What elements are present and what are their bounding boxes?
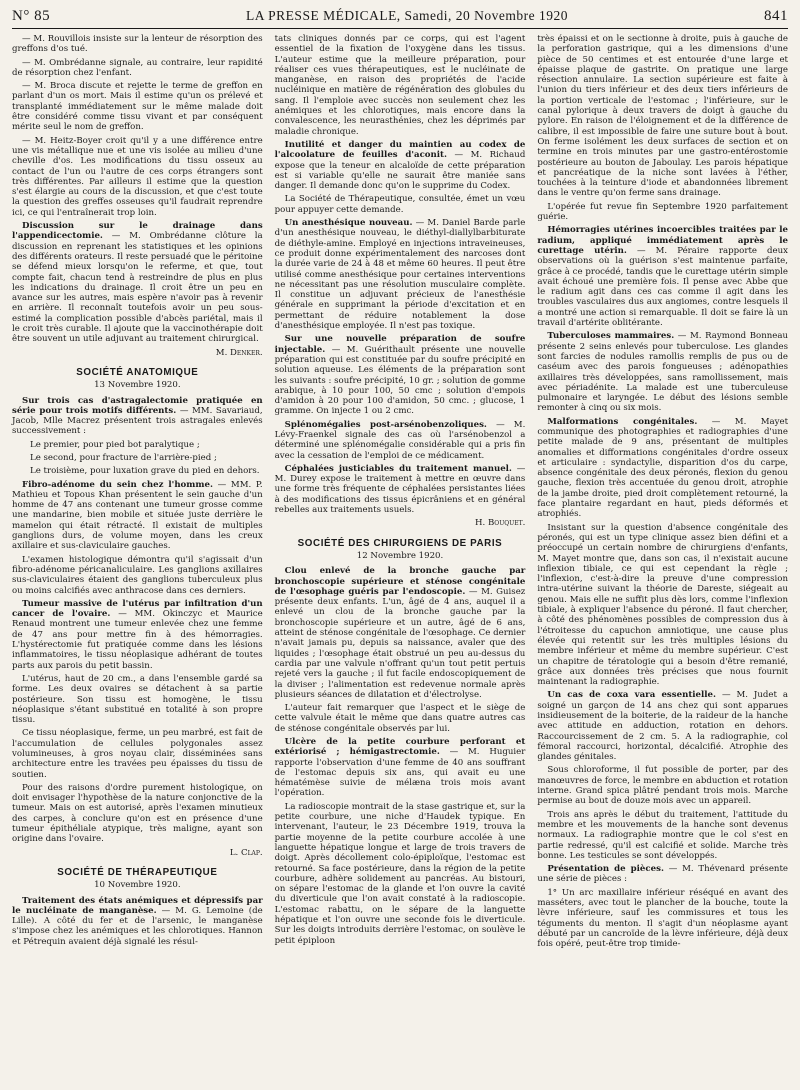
column-middle: [275, 34, 526, 953]
section-title: SOCIÉTÉ DE THÉRAPEUTIQUE: [57, 866, 218, 878]
column-left: [12, 34, 263, 953]
paragraph: — M. Thévenard présente une série de pièces :: [537, 864, 789, 885]
article-heading: Un anesthésique nouveau.: [284, 218, 413, 229]
paragraph: Ce tissu néoplasique, ferme, un peu marbré, est fait de l'accumulation de cellules polygonales assez volumineuses, à gros noyau clair, disséminées sans architecture entre les travées peu épaisses du tissu de soutien.: [12, 728, 263, 780]
section-date: 13 Novembre 1920.: [94, 380, 181, 391]
issue-number: N° 85: [12, 8, 51, 24]
paragraph: 1° Un arc maxillaire inférieur réséqué en avant des masséters, avec tout le plancher de la bouche, toute la lèvre inférieure, sauf les commissures et tous les téguments du menton. Il s'agit d'un néoplasme ayant débuté par un cancroïde de la lèvre inférieure, déjà deux fois opéré, peut-être trop timide-: [537, 887, 789, 950]
paragraph: — M. Guisez présente deux enfants. L'un, âgé de 4 ans, auquel il a enlevé un clou de la bronche gauche par la bronchoscopie supérieure et un autre, âgé de 6 ans, atteint de sténose congénitale de l'œsophage. Ce dernier n'avait jamais pu, depuis sa naissance, avaler que des liquides ; l'œsophage était obstrué un peu au-dessus du cardia par une valvule n'offrant qu'un tout petit pertuis rejeté vers la gauche ; il fut facile endoscopiquement de la diviser ; l'alimentation est redevenue normale après plusieurs séances de dilatation et d'électrolyse.: [274, 586, 526, 700]
article-heading: Tumeur massive de l'utérus par infiltration d'un cancer de l'ovaire.: [12, 598, 263, 620]
signature: L. Clap.: [229, 847, 263, 858]
paragraph: Trois ans après le début du traitement, l'attitude du membre et les mouvements de la hanche sont devenus normaux. La radiographie montre que le col s'est en partie redressé, qu'il est calcifié et solide. Marche très bonne. Les testicules se sont développés.: [537, 809, 789, 861]
signature: H. Bouquet.: [475, 518, 526, 529]
paragraph: — MM. Savariaud, Jacob, Mlle Macrez présentent trois astragales enlevés successivement :: [12, 405, 263, 437]
article-heading: Inutilité et danger du maintien au codex de l'alcoolature de feuilles d'aconit.: [274, 139, 526, 161]
article-heading: Sur une nouvelle préparation de soufre injectable.: [274, 334, 526, 355]
article-heading: Céphalées justiciables du traitement manuel.: [284, 463, 512, 474]
article-heading: Présentation de pièces.: [547, 864, 664, 875]
article-heading: Tuberculoses mammaires.: [547, 331, 675, 342]
paragraph: — M. Huguier rapporte l'observation d'une femme de 40 ans souffrant de l'estomac depuis six ans, qui avait eu une hématémèse suivie de mélæna trois mois avant l'opération.: [274, 747, 526, 799]
paragraph: Sous chloroforme, il fut possible de porter, par des manœuvres de force, le membre en abduction et rotation interne. Grand spica plâtré pendant trois mois. Marche permise au bout de douze mois avec un appareil.: [537, 765, 789, 807]
article-heading: Hémorragies utérines incoercibles traitées par le radium, appliqué immédiatement après le curettage utérin.: [537, 225, 789, 256]
paragraph: L'auteur fait remarquer que l'aspect et le siège de cette valvule était le même que dans quatre autres cas de sténose congénitale observés par lui.: [274, 703, 526, 734]
paragraph: — M. Daniel Barde parle d'un anesthésique nouveau, le diéthyl-diallylbarbiturate de diéthyle-amine. Employé en injections intraveineuses, ce produit donne expérimentalement des narcoses dont la durée varie de 24 à 48 et même 60 heures. Il peut être utilisé comme anesthésique pour certaines interventions ne nécessitant pas une résolution musculaire complète. Il constitue un adjuvant précieux de l'anesthésie générale en supprimant la période d'excitation et en permettant de réduire notablement la dose d'anesthésique employée. Il n'est pas toxique.: [274, 218, 526, 332]
article-heading: Sur trois cas d'astragalectomie pratiquée en série pour trois motifs différents.: [12, 395, 263, 416]
journal-page: [12, 8, 788, 1074]
section-date: 12 Novembre 1920.: [356, 550, 444, 561]
paragraph: La radioscopie montrait de la stase gastrique et, sur la petite courbure, une niche d'Haudek typique. En intervenant, l'auteur, le 23 Décembre 1919, trouva la partie moyenne de la petite courbure accolée à une languette hépatique longue et large de trois travers de doigt. Après décollement colo-épiploïque, l'estomac est retourné. Sa face postérieure, dans la région de la petite courbure, adhère solidement au pancréas. Au bistouri, on sépare l'estomac de la glande et l'on ouvre la cavité du diverticule que l'on avait constaté à la radioscopie. L'estomac rabattu, on le sépare de la languette hépatique et l'on ouvre une seconde fois le diverticule. Sur les doigts introduits derrière l'estomac, on soulève le petit épiploon: [274, 801, 526, 946]
article-heading: Fibro-adénome du sein chez l'homme.: [22, 479, 213, 490]
signature: M. Denker.: [215, 347, 263, 358]
section-title: SOCIÉTÉ DES CHIRURGIENS DE PARIS: [297, 537, 503, 549]
section-title: SOCIÉTÉ ANATOMIQUE: [76, 366, 199, 378]
article-heading: Ulcère de la petite courbure perforant et extériorisé ; hémigastrectomie.: [274, 737, 526, 758]
article-heading: Traitement des états anémiques et dépressifs par le nucléinate de manganèse.: [12, 895, 263, 916]
article-heading: Malformations congénitales.: [547, 416, 698, 427]
paragraph: — MM. Okinczyc et Maurice Renaud montrent une tumeur enlevée chez une femme de 47 ans pour mettre fin à des hémorragies. L'hystérectomie fut pratiquée comme dans les lésions inflammatoires, le tissu néoplasique adhérant de toutes parts aux parois du petit bassin.: [12, 609, 263, 671]
paragraph: — M. Guérithault présente une nouvelle préparation qui est constituée par du soufre précipité en solution aqueuse. Les éléments de la préparation sont les suivants : soufre précipité, 10 gr. ; solution de gomme arabique, à 10 pour 100, 50 cmc ; solution d'empois d'amidon à 20 pour 100 d'amidon, 50 cmc. ; glucose, 1 gramme. On injecte 1 ou 2 cmc.: [274, 344, 526, 417]
paragraph: — M. Judet a soigné un garçon de 14 ans chez qui sont apparues insidieusement de la boiterie, de la raideur de la hanche avec attitude en adduction, rotation en dehors. Raccourcissement de 2 cm. 5. A la radiographie, col fémoral raccourci, horizontal, décalcifié. Atrophie des glandes génitales.: [537, 690, 789, 763]
paragraph: — M. Raymond Bonneau présente 2 seins enlevés pour tuberculose. Les glandes sont farcies de nodules ramollis remplis de pus ou de caséum avec des parois fongueuses ; adénopathies axillaires très développées, sans ramollissement, mais avec périadénite. La malade est une tuberculeuse pulmonaire et laryngée. Le début des lésions semble remonter à cinq ou six mois.: [537, 331, 789, 414]
article-heading: Un cas de coxa vara essentielle.: [547, 690, 717, 701]
paragraph: — M. Richaud expose que la teneur en alcaloïde de cette préparation est si variable qu'elle ne saurait être maniée sans danger. Il demande donc qu'on le supprime du Codex.: [274, 150, 526, 192]
paragraph: très épaissi et on le sectionne à droite, puis à gauche de la perforation gastrique, qui a les dimensions d'une pièce de 50 centimes et est entourée d'une large et épaisse plaque de gastrite. On pratique une large résection annulaire. La section supérieure est faite à l'union du tiers inférieur et des deux tiers inférieurs de la portion verticale de l'estomac ; l'inférieure, sur le canal pylorique à deux travers de doigt à gauche du pylore. En raison de l'éloignement et de la différence de calibre, il est impossible de faire une suture bout à bout. On ferme isolément les deux surfaces de section et on termine en trois minutes par une gastro-entérostomie postérieure au bouton de Jaboulay. Les parois hépatique et pancréatique de la niche sont lavées à l'éther, touchées à la teinture d'iode et abandonnées librement dans le ventre qu'on ferme sans drainage.: [537, 34, 789, 199]
paragraph: Pour des raisons d'ordre purement histologique, on doit envisager l'hypothèse de la nature conjonctive de la tumeur. Mais on est autorisé, après l'examen minutieux des carpes, à conclure qu'on est en présence d'une tumeur épithéliale atypique, très maligne, ayant son origine dans l'ovaire.: [12, 782, 263, 845]
section-date: 10 Novembre 1920.: [94, 880, 181, 891]
paragraph: — M. Ombrédanne signale, au contraire, leur rapidité de résorption chez l'enfant.: [12, 57, 263, 78]
article-heading: Clou enlevé de la bronche gauche par bronchoscopie supérieure et sténose congénitale de l'œsophage guéris par l'endoscopie.: [274, 566, 526, 597]
list-item: Le troisième, pour luxation grave du pied en dehors.: [30, 466, 260, 477]
paragraph: L'examen histologique démontra qu'il s'agissait d'un fibro-adénome péricanaliculaire. Les ganglions axillaires sus-claviculaires étaient des ganglions tuberculeux plus ou moins calcifiés avec anthracose dans ces derniers.: [12, 554, 263, 596]
page-number: 841: [764, 8, 788, 24]
column-right: [537, 34, 788, 953]
list: [12, 440, 263, 477]
paragraph: — MM. P. Mathieu et Topous Khan présentent le sein gauche d'un homme de 47 ans contenant une tumeur grosse comme une mandarine, bien mobile et située juste derrière le mamelon qui était rétracté. Il existait de multiples ganglions durs, de volume moyen, dans les creux axillaire et sus-claviculaire gauches.: [12, 479, 263, 552]
paragraph: L'utérus, haut de 20 cm., a dans l'ensemble gardé sa forme. Les deux ovaires se détachent à sa partie postérieure. Son tissu est homogène, le tissu néoplasique s'étant substitué en totalité à son propre tissu.: [12, 673, 263, 726]
paragraph: — M. Broca discute et rejette le terme de greffon en parlant d'un os mort. Mais il estime qu'un os prélevé et transplanté immédiatement sur le même malade doit être considéré comme tissu vivant et par conséquent mérite seul le nom de greffon.: [12, 81, 263, 133]
paragraph: — M. Péraire rapporte deux observations où la guérison s'est maintenue parfaite, grâce à ce procédé, tandis que le curettage utérin simple avait échoué une première fois. Il pense avec Abbe que le radium agit dans ces cas comme il agit dans les troubles vasculaires dus aux angiomes, contre lesquels il a montré une action si remarquable. Il doit se faire là un travail d'artérite oblitérante.: [537, 245, 789, 329]
journal-title: LA PRESSE MÉDICALE, Samedi, 20 Novembre 1920: [246, 8, 569, 23]
masthead: [12, 8, 788, 29]
paragraph: — M. Heitz-Boyer croit qu'il y a une différence entre une vis métallique nue et une vis isolée au milieu d'une cheville d'os. Les modifications du tissu osseux au contact de l'un ou l'autre de ces corps étrangers sont très différentes. Par ailleurs il estime que la question s'est élargie au cours de la discussion, et que c'est toute la question des greffes osseuses qu'il faudrait reprendre ici, ce qui l'entraînerait trop loin.: [12, 135, 263, 218]
paragraph: — M. Mayet communique des photographies et radiographies d'une petite malade de 9 ans, présentant de multiples anomalies et difformations congénitales d'ordre osseux et articulaire : syndactylie, disparition d'os du carpe, absence congénitale des deux péronés, flexion du genou gauche, flexion très accentuée du genou droit, atrophie de la jambe droite, pied droit complètement retourné, la face plantaire regardant en haut, pieds déformés et atrophiés.: [537, 416, 789, 520]
paragraph: Insistant sur la question d'absence congénitale des péronés, qui est un type clinique assez bien défini et a préoccupé un certain nombre de chirurgiens d'enfants, M. Mayet montre que, dans son cas, il n'existait aucune inflexion tibiale, ce qui est cependant la règle ; l'inflexion, c'est-à-dire la preuve d'une compression intra-utérine suivant la théorie de Dareste, siégeait au genou. Mais elle ne suffit plus dès lors, comme l'inflexion tibiale, à expliquer l'absence du péroné. Il faut chercher, à côté des phénomènes possibles de compression dus à l'étroitesse du capuchon amniotique, une cause plus élevée qui retentit sur les très multiples lésions du membre inférieur et même du membre supérieur. C'est un chapitre de tératologie qui a besoin d'être remanié, grâce aux données très précises que nous fournit maintenant la radiographie.: [537, 522, 789, 688]
paragraph: — M. Rouvillois insiste sur la lenteur de résorption des greffons d'os tué.: [12, 34, 263, 55]
article-heading: Discussion sur le drainage dans l'appendicectomie.: [12, 221, 263, 242]
paragraph: — M. Durey expose le traitement à mettre en œuvre dans une forme très fréquente de céphalées persistantes liées à des modifications des tissus épicrâniens et en général rebelles aux traitements usuels.: [274, 463, 526, 516]
paragraph: — M. Lévy-Fraenkel signale des cas où l'arsénobenzol a déterminé une splénomégalie considérable qui a pris fin avec la cessation de l'emploi de ce médicament.: [274, 419, 526, 461]
paragraph: L'opérée fut revue fin Septembre 1920 parfaitement guérie.: [537, 201, 789, 223]
list-item: Le second, pour fracture de l'arrière-pied ;: [30, 452, 217, 463]
article-heading: Splénomégalies post-arsénobenzoliques.: [284, 419, 487, 430]
paragraph: — M. G. Lemoine (de Lille). A côté du fer et de l'arsenic, le manganèse s'impose chez les anémiques et les chlorotiques. Hannon et Pétrequin avaient déjà signalé les résul-: [12, 905, 263, 947]
paragraph: La Société de Thérapeutique, consultée, émet un vœu pour appuyer cette demande.: [274, 194, 526, 215]
paragraph: tats cliniques donnés par ce corps, qui est l'agent essentiel de la fixation de l'oxygène dans les tissus. L'auteur estime que la meilleure préparation, pour réaliser ces vues thérapeutiques, est le nucléinate de manganèse, en raison des propriétés de l'acide nucléinique en matière de régénération des globules du sang. Il l'emploie avec succès non seulement chez les anémiques et les chlorotiques, mais encore dans la convalescence, les neurasthénies, chez les déprimés par maladie chronique.: [274, 34, 526, 137]
paragraph: — M. Ombrédanne clôture la discussion en reprenant les statistiques et les opinions des différents orateurs. Il reste persuadé que le péritoine se défend mieux lorsqu'on le referme, et que, tout compte fait, chacun tend à restreindre de plus en plus les indications du drainage. Il croit être un peu en avance sur les autres, mais espère n'avoir pas à revenir en arrière. Il reconnaît toutefois avoir un peu sous-estimé la complication possible d'abcès pariétal, mais il le croit très curable. Il ajoute que la vaccinothérapie doit être souvent un utile adjuvant au traitement chirurgical.: [12, 231, 263, 345]
list-item: Le premier, pour pied bot paralytique ;: [30, 439, 200, 450]
